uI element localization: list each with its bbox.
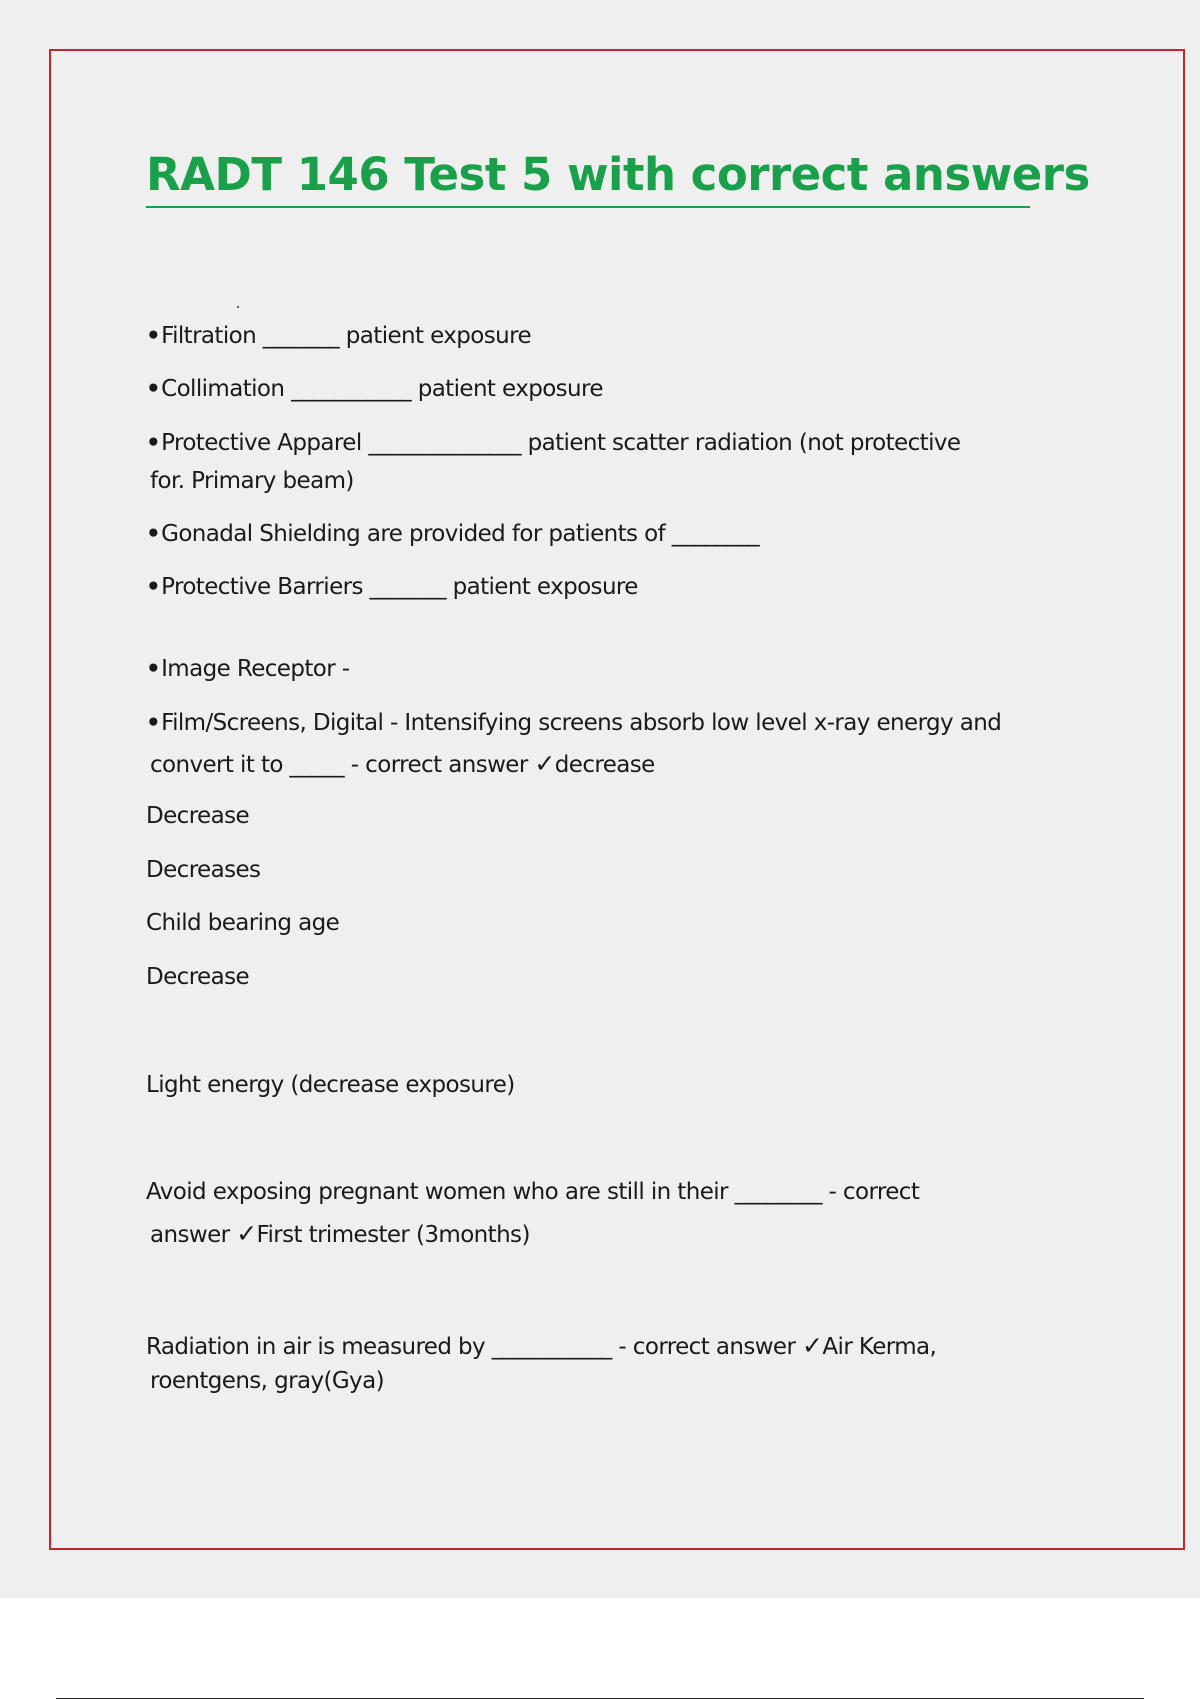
question-protective-apparel-continuation: for. Primary beam)	[150, 468, 354, 494]
continuation-text: convert it to _____ - correct answer	[150, 752, 535, 778]
bullet: •	[146, 574, 161, 600]
page-border	[49, 49, 1185, 1550]
question-text: Protective Apparel ______________ patient scatter radiation (not protective	[161, 430, 961, 456]
answer-text: decrease	[554, 752, 655, 778]
question-text: Radiation in air is measured by ___________ - correct answer	[146, 1334, 803, 1360]
question-film-screens-continuation	[150, 749, 655, 780]
question-filtration	[146, 323, 531, 351]
answer-item: Decrease	[146, 964, 250, 990]
question-radiation-in-air	[146, 1331, 936, 1362]
bullet: •	[146, 710, 161, 736]
question-protective-barriers	[146, 574, 638, 602]
question-text: Image Receptor -	[161, 656, 350, 682]
question-image-receptor	[146, 656, 350, 684]
question-pregnant-women: Avoid exposing pregnant women who are still in their ________ - correct	[146, 1179, 920, 1205]
bullet: •	[146, 323, 161, 349]
bullet: •	[146, 521, 161, 547]
bullet: •	[146, 656, 161, 682]
question-text: Film/Screens, Digital - Intensifying screens absorb low level x-ray energy and	[161, 710, 1002, 736]
answer-text: Air Kerma,	[822, 1334, 937, 1360]
question-film-screens	[146, 710, 1001, 738]
answer-item: Decrease	[146, 803, 250, 829]
answer-item: Light energy (decrease exposure)	[146, 1072, 515, 1098]
answer-item: Decreases	[146, 857, 261, 883]
bullet: •	[146, 430, 161, 456]
continuation-text: answer	[150, 1222, 237, 1248]
question-text: Filtration _______ patient exposure	[161, 323, 532, 349]
check-icon: ✓	[236, 1219, 257, 1248]
question-collimation	[146, 376, 603, 404]
answer-item: Child bearing age	[146, 910, 340, 936]
stray-dot	[237, 306, 239, 308]
question-radiation-in-air-continuation: roentgens, gray(Gya)	[150, 1368, 384, 1394]
question-gonadal-shielding	[146, 521, 759, 549]
question-protective-apparel	[146, 430, 960, 458]
document-title: RADT 146 Test 5 with correct answers	[146, 148, 1090, 201]
title-underline	[146, 206, 1030, 208]
check-icon: ✓	[802, 1331, 823, 1360]
bullet: •	[146, 376, 161, 402]
question-text: Collimation ___________ patient exposure	[161, 376, 603, 402]
question-text: Gonadal Shielding are provided for patients of ________	[161, 521, 760, 547]
question-pregnant-women-continuation	[150, 1219, 530, 1250]
answer-text: First trimester (3months)	[256, 1222, 530, 1248]
check-icon: ✓	[534, 749, 555, 778]
question-text: Protective Barriers _______ patient exposure	[161, 574, 638, 600]
footer-rule	[56, 1698, 1144, 1699]
